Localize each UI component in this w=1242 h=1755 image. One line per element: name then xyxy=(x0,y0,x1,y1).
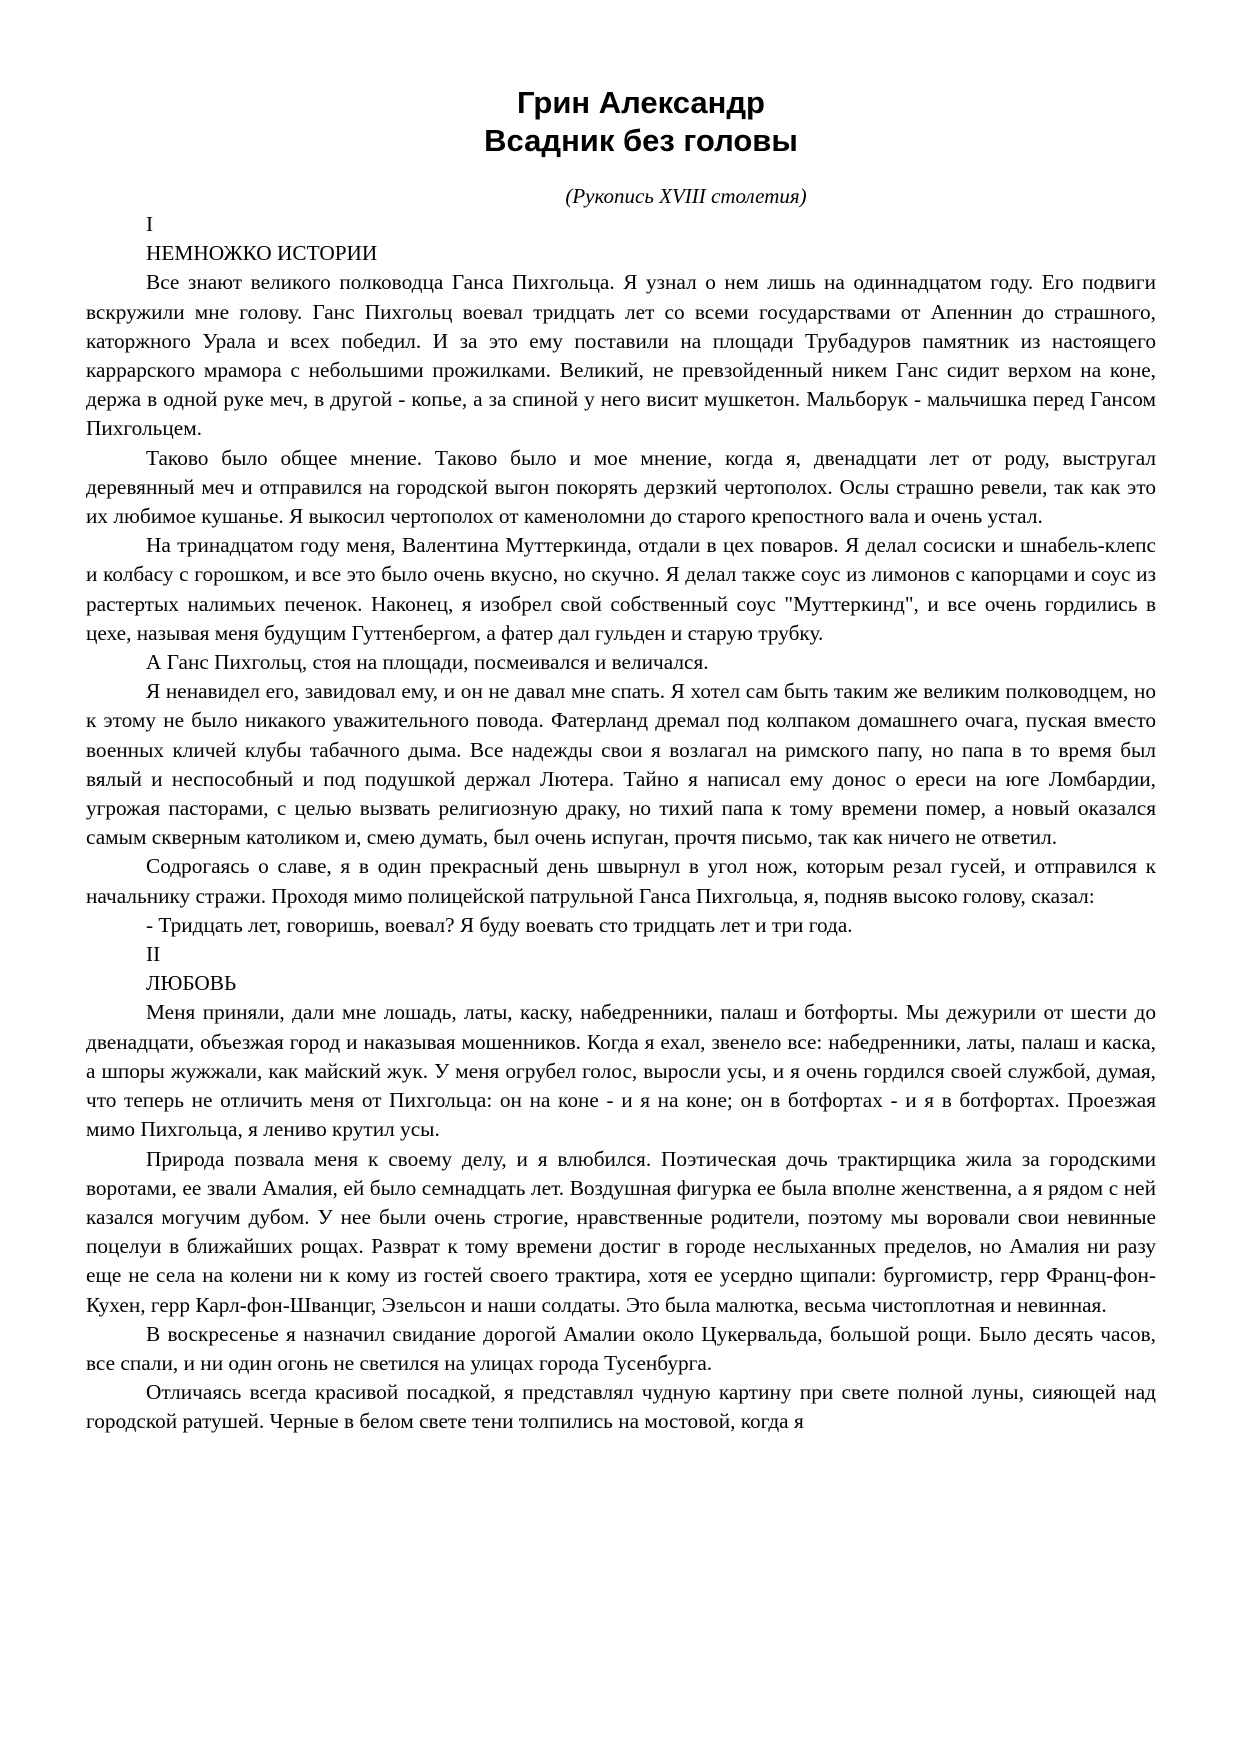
chapter-1-number: I xyxy=(146,212,154,236)
document-page xyxy=(86,84,1156,1437)
paragraph: Все знают великого полководца Ганса Пихгольца. Я узнал о нем лишь на одиннадцатом году. Его подвиги вскружили мне голову. Ганс Пихгольц воевал тридцать лет со всеми государствами от Апеннин до страшного, каторжного Урала и всех победил. И за это ему поставили на площади Трубадуров памятник из настоящего каррарского мрамора с небольшими прожилками. Великий, не превзойденный никем Ганс сидит верхом на коне, держа в одной руке меч, в другой - копье, а за спиной у него висит мушкетон. Мальборук - мальчишка перед Гансом Пихгольцем. xyxy=(86,270,1156,441)
paragraph: В воскресенье я назначил свидание дорогой Амалии около Цукервальда, большой рощи. Было десять часов, все спали, и ни один огонь не светился на улицах города Тусенбурга. xyxy=(86,1321,1156,1375)
chapter-2-title: ЛЮБОВЬ xyxy=(146,971,237,996)
paragraph: Отличаясь всегда красивой посадкой, я представлял чудную картину при свете полной луны, сияющей над городской ратушей. Черные в белом свете тени толпились на мостовой, когда я xyxy=(86,1380,1156,1434)
paragraph: Природа позвала меня к своему делу, и я влюбился. Поэтическая дочь трактирщика жила за городскими воротами, ее звали Амалия, ей было семнадцать лет. Воздушная фигурка ее была вполне женственна, а я рядом с ней казался могучим дубом. У нее были очень строгие, нравственные родители, поэтому мы воровали свои невинные поцелуи в ближайших рощах. Разврат к тому времени достиг в городе неслыханных пределов, но Амалия ни разу еще не села на колени ни к кому из гостей своего трактира, хотя ее усердно щипали: бургомистр, герр Франц-фон-Кухен, герр Карл-фон-Шванциг, Эзельсон и наши солдаты. Это была малютка, весьма чистоплотная и невинная. xyxy=(86,1146,1156,1317)
chapter-1-title: НЕМНОЖКО ИСТОРИИ xyxy=(146,241,378,266)
paragraph: Меня приняли, дали мне лошадь, латы, каску, набедренники, палаш и ботфорты. Мы дежурили от шести до двенадцати, объезжая город и наказывая мошенников. Когда я ехал, звенело все: набедренники, латы, палаш и каска, а шпоры жужжали, как майский жук. У меня огрубел голос, выросли усы, и я очень гордился своей службой, думая, что теперь не отличить меня от Пихгольца: он на коне - и я на коне; он в ботфортах - и я в ботфортах. Проезжая мимо Пихгольца, я лениво крутил усы. xyxy=(86,1000,1156,1142)
author-name: Грин Александр xyxy=(517,85,765,120)
document-heading xyxy=(86,84,1156,160)
paragraph: Содрогаясь о славе, я в один прекрасный день швырнул в угол нож, которым резал гусей, и отправился к начальнику стражи. Проходя мимо полицейской патрульной Ганса Пихгольца, я, подняв высоко голову, сказал: xyxy=(86,854,1156,908)
chapter-2-number: II xyxy=(146,942,161,967)
paragraph: Я ненавидел его, завидовал ему, и он не давал мне спать. Я хотел сам быть таким же великим полководцем, но к этому не было никакого уважительного повода. Фатерланд дремал под колпаком домашнего очага, пуская вместо военных кличей клубы табачного дыма. Все надежды свои я возлагал на римского папу, но папа в то время был вялый и неспособный и под подушкой держал Лютера. Тайно я написал ему донос о ереси на юге Ломбардии, угрожая пасторами, с целью вызвать религиозную драку, но тихий папа к тому времени помер, а новый оказался самым скверным католиком и, смею думать, был очень испуган, прочтя письмо, так как ничего не ответил. xyxy=(86,679,1156,850)
paragraph: На тринадцатом году меня, Валентина Муттеркинда, отдали в цех поваров. Я делал сосиски и шнабель-клепс и колбасу с горошком, и все это было очень вкусно, но скучно. Я делал также соус из лимонов с капорцами и соус из растертых налимьих печенок. Наконец, я изобрел свой собственный соус "Муттеркинд", и все очень гордились в цехе, называя меня будущим Гуттенбергом, а фатер дал гульден и старую трубку. xyxy=(86,533,1156,645)
paragraph: А Ганс Пихгольц, стоя на площади, посмеивался и величался. xyxy=(146,650,709,675)
paragraph: Таково было общее мнение. Таково было и мое мнение, когда я, двенадцати лет от роду, выстругал деревянный меч и отправился на городской выгон покорять дерзкий чертополох. Ослы страшно ревели, так как это их любимое кушанье. Я выкосил чертополох от каменоломни до старого крепостного вала и очень устал. xyxy=(86,445,1156,529)
document-title: Всадник без головы xyxy=(484,123,798,158)
document-subtitle: (Рукопись XVIII столетия) xyxy=(565,184,807,208)
document-body xyxy=(86,210,1156,1437)
paragraph: - Тридцать лет, говоришь, воевал? Я буду воевать сто тридцать лет и три года. xyxy=(146,912,853,937)
